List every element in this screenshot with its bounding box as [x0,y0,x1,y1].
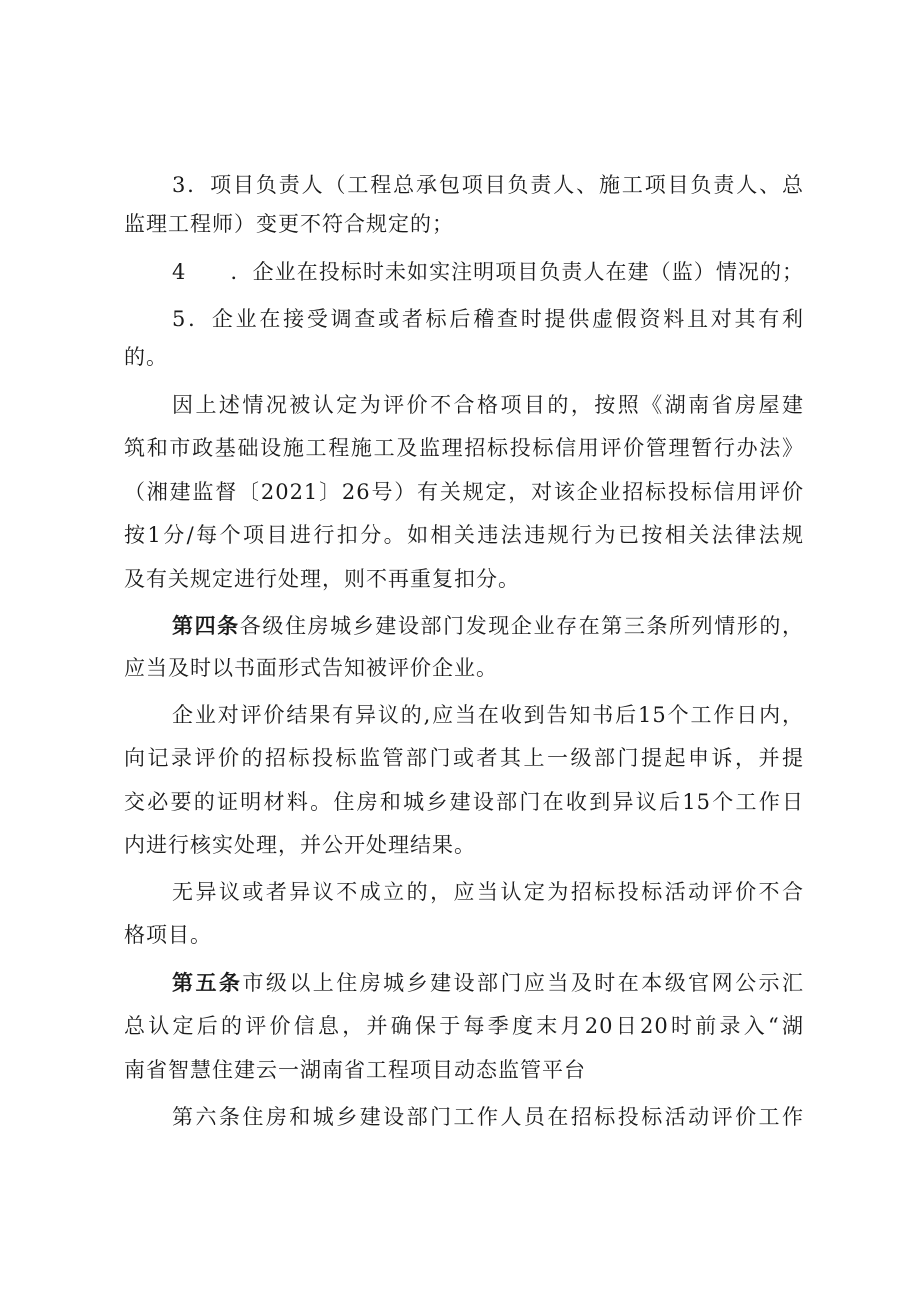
objection-line-1: 企业对评价结果有异议的,应当在收到告知书后15个工作日内， [172,703,804,727]
paragraph-scoring-line-3: （湘建监督〔2021〕26号）有关规定，对该企业招标投标信用评价 [124,480,804,504]
item-5-line-2: 的。 [124,345,168,369]
article-5-line-2: 总认定后的评价信息，并确保于每季度末月20日20时前录入“湖 [124,1014,804,1038]
article-5-text: 市级以上住房城乡建设部门应当及时在本级官网公示汇 [242,971,805,995]
article-4-heading: 第四条 [172,613,240,638]
item-5-line-1: 5．企业在接受调查或者标后稽查时提供虚假资料且对其有利 [172,307,804,331]
article-6-line-1: 第六条住房和城乡建设部门工作人员在招标投标活动评价工作 [172,1105,804,1129]
paragraph-scoring-line-1: 因上述情况被认定为评价不合格项目的，按照《湖南省房屋建 [172,393,804,417]
no-objection-line-1: 无异议或者异议不成立的，应当认定为招标投标活动评价不合 [172,880,804,904]
article-4-line-2: 应当及时以书面形式告知被评价企业。 [124,656,498,680]
article-5-line-1 [172,965,804,1001]
no-objection-line-2: 格项目。 [124,923,212,947]
paragraph-scoring-line-4: 按1分/每个项目进行扣分。如相关违法违规行为已按相关法律法规 [124,523,804,547]
article-5-line-3: 南省智慧住建云一湖南省工程项目动态监管平台 [124,1058,586,1082]
article-5-heading: 第五条 [172,970,243,995]
objection-line-4: 内进行核实处理，并公开处理结果。 [124,833,476,857]
paragraph-scoring-line-5: 及有关规定进行处理，则不再重复扣分。 [124,567,520,591]
item-4-line: 4 ．企业在投标时未如实注明项目负责人在建（监）情况的； [172,260,804,284]
item-3-line-1: 3．项目负责人（工程总承包项目负责人、施工项目负责人、总 [172,173,804,197]
objection-line-3: 交必要的证明材料。住房和城乡建设部门在收到异议后15个工作日 [124,790,804,814]
paragraph-scoring-line-2: 筑和市政基础设施工程施工及监理招标投标信用评价管理暂行办法》 [124,436,804,460]
article-4-line-1 [172,608,804,644]
item-3-line-2: 监理工程师）变更不符合规定的； [124,212,454,236]
article-4-text: 各级住房城乡建设部门发现企业存在第三条所列情形的， [239,614,805,638]
objection-line-2: 向记录评价的招标投标监管部门或者其上一级部门提起申诉，并提 [124,746,804,770]
